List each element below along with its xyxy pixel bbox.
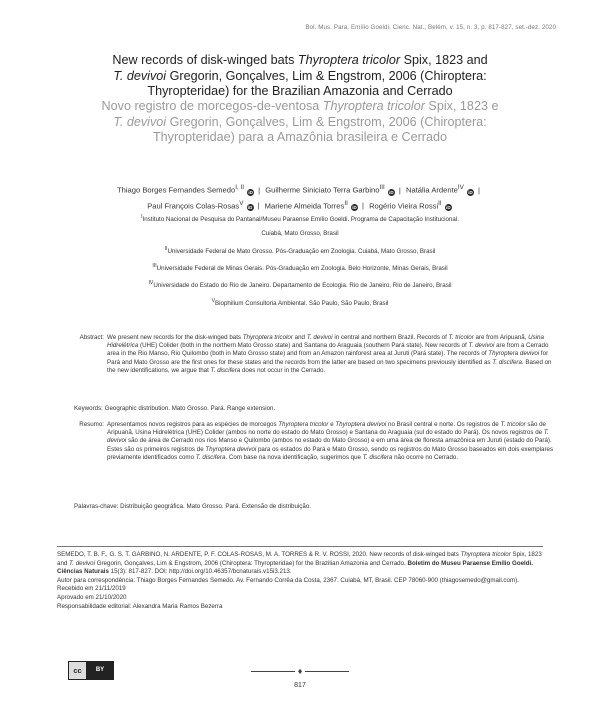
- page-number: 817: [294, 682, 306, 689]
- footer-notes: [57, 551, 543, 611]
- author-name: Rogério Vieira Rossi: [369, 201, 439, 211]
- by-icon: BY: [87, 662, 113, 679]
- citation: SEMEDO, T. B. F., G. S. T. GARBINO, N. ARDENTE, P. F. COLAS-ROSAS, M. A. TORRES & R. V. ROSSI, 2020. New records of disk-winged bats Thyroptera tricolor Spix, 1823 and T. devivoi Gregorin, Gonçalves, Lim & Engstrom, 2006 (Chiroptera: Thyropteridae) for the Brazilian Amazonia and Cerrado. Boletim do Museu Paraense Emílio Goeldi. Ciências Naturais 15(3): 817-827. DOI: http://doi.org/10.46357/bcnaturais.v15i3.213.: [57, 551, 542, 576]
- journal-header: Bol. Mus. Para. Emílio Goeldi. Cienc. Nat., Belém, v. 15, n. 3, p. 817-827, set.-dez. 2020: [305, 24, 556, 31]
- orcid-icon[interactable]: iD: [446, 205, 451, 211]
- orcid-icon[interactable]: iD: [247, 205, 253, 211]
- editor: Responsabilidade editorial: Alexandra Maria Ramos Bezerra: [57, 602, 223, 610]
- orcid-icon[interactable]: iD: [468, 189, 473, 195]
- page-ornament: [0, 666, 600, 676]
- keywords-label: Keywords:: [74, 405, 103, 412]
- author-name: Mariene Almeida Torres: [264, 201, 345, 211]
- author-list: Thiago Borges Fernandes Semedo$^{I, II}$ iD | Guilherme Siniciato Terra Garbino$^{III}$ iD | Natália Ardente$^{IV}$ iD | Paul François Colas-Rosas$^V$ iD | Mariene Almeida Torres$^{II}$ iD | Rogério Vieira Rossi$^{II}$ iD: [116, 184, 481, 211]
- abstract-label: Abstract:: [79, 334, 104, 341]
- palavras-label: Palavras-chave:: [74, 503, 119, 510]
- title-english: New records of disk-winged bats Thyroptera tricolor Spix, 1823 and T. devivoi Gregorin, Gonçalves, Lim & Engstrom, 2006 (Chiroptera: Thyropteridae) for the Brazilian Amazonia and Cerrado: [112, 53, 488, 98]
- author-name: Natália Ardente: [405, 185, 458, 195]
- affiliation-line: Cuiabá, Mato Grosso, Brasil: [261, 230, 339, 238]
- orcid-icon[interactable]: iD: [248, 189, 253, 195]
- abstract-english: Abstract: We present new records for the disk-winged bats Thyroptera tricolor and T. devivoi in central and northern Brazil. Records of T. tricolor are from Aripuanã, Usina Hidrelétrica (UHE) Colider (both in the northern Mato Grosso state) and Santana do Araguaia (southern Pará state). New records of T. devivoi are from a Cerrado area in the Rio Manso, Rio Quilombo (both in Mato Grosso state) and from an Amazon rainforest area at Juruti (Pará state). The records of Thyroptera devivoi for Pará and Mato Grosso are the first ones for these states and the records from the latter are based on two specimens previously identified as T. discifera. Based on the new identifications, we argue that T. discifera does not occur in the Cerrado.: [79, 334, 552, 374]
- affiliation-line: $^{IV}$Universidade do Estado do Rio de Janeiro. Departamento de Ecologia. Rio de Janeiro, Rio de Janeiro, Brasil: [148, 280, 452, 290]
- resumo-label: Resumo:: [79, 421, 104, 428]
- diamond-icon: ♦: [297, 666, 303, 676]
- author-name: Thiago Borges Fernandes Semedo: [116, 185, 236, 195]
- affiliation-line: $^V$Biophilium Consultoria Ambiental. São Paulo, São Paulo, Brasil: [211, 297, 389, 307]
- affiliation-line: $^I$Instituto Nacional de Pesquisa do Pantanal/Museu Paraense Emílio Goeldi. Programa de Capacitação Institucional.: [141, 214, 459, 224]
- keywords: Keywords: Geographic distribution. Mato Grosso. Pará. Range extension.: [74, 405, 276, 412]
- footer-divider: [57, 546, 543, 547]
- cc-icon: cc: [69, 662, 87, 679]
- correspondence: Autor para correspondência: Thiago Borges Fernandes Semedo. Av. Fernando Corrêa da Costa, 2367. Cuiabá, MT, Brasil. CEP 78060-900 (thiagosemedo@gmail.com).: [57, 576, 519, 584]
- abstract-portuguese: Resumo: Apresentamos novos registros para as espécies de morcegos Thyroptera tricolor e Thyroptera devivoi no Brasil central e norte. Os registros de T. tricolor são de Aripuanã, Usina Hidrelétrica (UHE) Colider (ambos no norte do estado do Mato Grosso) e Santana do Araguaia (sul do estado do Pará). Os novos registros de T. devivoi são de área de Cerrado nos rios Manso e Quilombo (ambos no estado do Mato Grosso) e em uma área de floresta amazônica em Juruti (estado do Pará). Estes são os primeiros registros de Thyroptera devivoi para os estados do Pará e Mato Grosso, sendo os registros do Mato Grosso baseados em dois exemplares previamente identificados como T. discifera. Com base na nova identificação, sugerimos que T. discifera não ocorre no Cerrado.: [79, 421, 554, 461]
- title-portuguese: Novo registro de morcegos-de-ventosa Thyroptera tricolor Spix, 1823 e T. devivoi Gregorin, Gonçalves, Lim & Engstrom, 2006 (Chiroptera: Thyropteridae) para a Amazônia brasileira e Cerrado: [101, 99, 499, 144]
- affiliations: [40, 210, 560, 311]
- palavras-chave: Palavras-chave: Distribuição geográfica. Mato Grosso. Pará. Extensão de distribuição.: [74, 503, 311, 510]
- affiliation-line: $^{III}$Universidade Federal de Minas Gerais. Pós-Graduação em Zoologia. Belo Horizonte, Minas Gerais, Brasil: [152, 263, 448, 273]
- orcid-icon[interactable]: iD: [352, 205, 357, 211]
- received-date: Recebido em 21/11/2019: [57, 585, 126, 593]
- author-name: Paul François Colas-Rosas: [147, 201, 240, 211]
- orcid-icon[interactable]: iD: [389, 189, 394, 195]
- affiliation-line: $^{II}$Universidade Federal de Mato Grosso. Pós-Graduação em Zoologia. Cuiabá, Mato Grosso, Brasil: [164, 245, 436, 255]
- author-name: Guilherme Siniciato Terra Garbino: [265, 185, 380, 195]
- approved-date: Aprovado em 21/10/2020: [57, 593, 127, 601]
